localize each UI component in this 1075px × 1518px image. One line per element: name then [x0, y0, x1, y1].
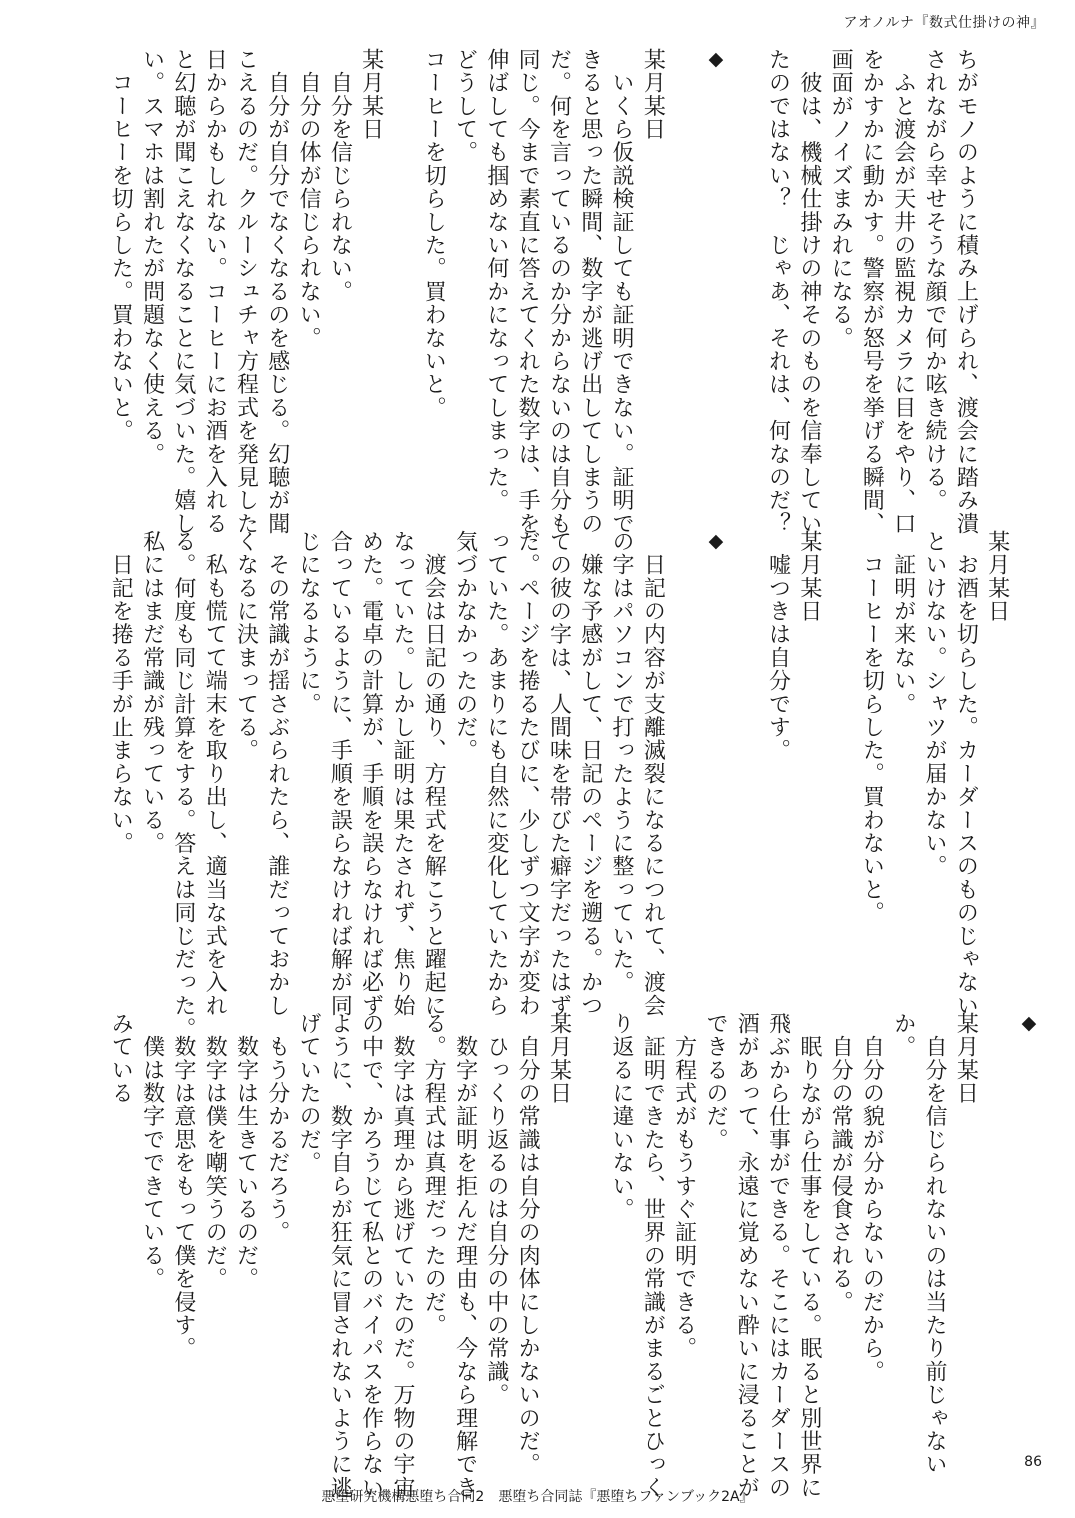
text-line: る。方程式は真理だったのだ。 [421, 1012, 447, 1337]
text-line: 飛ぶから仕事ができる。そこにはカーダースの [765, 1012, 791, 1500]
text-line: 自分の貌が分からないのだから。 [859, 1012, 885, 1384]
text-line: 酒があって、永遠に覚めない酔いに浸ることが [734, 1012, 760, 1500]
section-break-diamond: ◆ [704, 530, 727, 554]
blank-line [574, 1012, 605, 1484]
text-line: 嘘つきは自分です。 [765, 530, 791, 762]
running-title: アオノルナ『数式仕掛けの神』 [843, 15, 1045, 31]
text-line: ちがモノのように積み上げられ、渡会に踏み潰 [953, 48, 979, 536]
text-line: いくら仮説検証しても証明できない。証明で [609, 48, 635, 536]
text-line: 自分が自分でなくなるのを感じる。幻聴が聞 [264, 48, 290, 536]
text-line: 自分の常識が侵食される。 [828, 1012, 854, 1314]
text-line: ように、数字自らが狂気に冒されないように逃 [327, 1012, 353, 1500]
text-line: たのではない？ じゃあ、それは、何なのだ？ [765, 48, 791, 536]
text-line: もう分かるだろう。 [264, 1012, 290, 1244]
text-line: といけない。シャツが届かない。 [922, 530, 948, 878]
text-line: ひっくり返るのは自分の中の常識。 [483, 1012, 509, 1407]
text-line: 証明できたら、世界の常識がまるごとひっく [640, 1012, 666, 1500]
text-line: コーヒーを切らした。買わないと。 [421, 48, 447, 420]
text-line: 数字は意思をもって僕を侵す。 [170, 1012, 196, 1360]
text-line: コーヒーを切らした。買わないと。 [108, 48, 134, 443]
text-line: 自分を信じられない。 [327, 48, 353, 304]
section-break-diamond: ◆ [704, 48, 727, 72]
text-line: 数字が証明を拒んだ理由も、今なら理解でき [452, 1012, 478, 1500]
text-line: っていた。あまりにも自然に変化していたから [483, 530, 509, 1018]
text-line: 数字は僕を嘲笑うのだ。 [202, 1012, 228, 1291]
text-line: 気づかなかったのだ。 [452, 530, 478, 762]
text-line: 某月某日 [358, 48, 384, 141]
blank-line [731, 530, 762, 1002]
text-line: みている [108, 1012, 134, 1105]
text-line: こえるのだ。クルーシュチャ方程式を発見した [233, 48, 259, 536]
text-line: の中で、かろうじて私とのバイパスを作らない [358, 1012, 384, 1500]
text-line: と幻聴が聞こえなくなることに気づいた。嬉し [170, 48, 196, 536]
text-line: 僕は数字でできている。 [139, 1012, 165, 1291]
text-line: 日記を捲る手が止まらない。 [108, 530, 134, 855]
blank-line [981, 1012, 1012, 1484]
text-line: だ。何を言っているのか分からないのは自分も [546, 48, 572, 536]
text-tier-top [105, 48, 979, 536]
text-line: だ。ページを捲るたびに、少しずつ文字が変わ [515, 530, 541, 1018]
text-line: コーヒーを切らした。買わないと。 [859, 530, 885, 925]
text-line: 私にはまだ常識が残っている。 [139, 530, 165, 855]
text-line: 某月某日 [953, 1012, 979, 1105]
text-line: る。何度も同じ計算をする。答えは同じだった。 [170, 530, 196, 1041]
text-line: 数字は生きているのだ。 [233, 1012, 259, 1291]
vertical-text-block [105, 48, 981, 536]
text-line: 証明が来ない。 [890, 530, 916, 716]
text-line: くなるに決まってる。 [233, 530, 259, 762]
text-line: 日からかもしれない。コーヒーにお酒を入れる [202, 48, 228, 536]
blank-line [825, 530, 856, 1002]
text-line: どうして。 [452, 48, 478, 164]
text-line: 日記の内容が支離滅裂になるにつれて、渡会 [640, 530, 666, 1018]
text-line: お酒を切らした。カーダースのものじゃない [953, 530, 979, 1018]
text-line: り返るに違いない。 [609, 1012, 635, 1221]
text-line: 合っているように、手順を誤らなければ解が同 [327, 530, 353, 1018]
section-break-diamond: ◆ [1017, 1012, 1040, 1036]
blank-line [731, 48, 762, 520]
text-line: 某月某日 [984, 530, 1010, 623]
text-line: 伸ばしても掴めない何かになってしまった。 [483, 48, 509, 512]
text-tier-middle [105, 530, 1010, 1041]
text-line: めた。電卓の計算が、手順を誤らなければ必ず [358, 530, 384, 1018]
text-line: できるのだ。 [702, 1012, 728, 1152]
text-line: 私も慌てて端末を取り出し、適当な式を入れ [202, 530, 228, 1018]
blank-line [668, 530, 699, 1002]
page-number: 86 [1024, 1454, 1042, 1470]
text-line: の字はパソコンで打ったように整っていた。 [609, 530, 635, 994]
text-line: 彼は、機械仕掛けの神そのものを信奉してい [796, 48, 822, 536]
text-line: ふと渡会が天井の監視カメラに目をやり、口 [890, 48, 916, 536]
text-line: 自分の常識は自分の肉体にしかないのだ。 [515, 1012, 541, 1476]
text-line: きると思った瞬間、数字が逃げ出してしまうの [577, 48, 603, 536]
text-line: げていたのだ。 [296, 1012, 322, 1175]
text-line: その常識が揺さぶられたら、誰だっておかし [264, 530, 290, 1018]
text-line: 眠りながら仕事をしている。眠ると別世界に [796, 1012, 822, 1500]
text-line: 某月某日 [796, 530, 822, 623]
blank-line [668, 48, 699, 520]
text-line: 渡会は日記の通り、方程式を解こうと躍起に [421, 530, 447, 1018]
text-line: か。 [890, 1012, 916, 1059]
text-line: 方程式がもうすぐ証明できる。 [671, 1012, 697, 1360]
text-line: なっていた。しかし証明は果たされず、焦り始 [389, 530, 415, 1018]
text-line: ての彼の字は、人間味を帯びた癖字だったはず [546, 530, 572, 1018]
text-line: されながら幸せそうな顔で何か呟き続ける。 [922, 48, 948, 512]
text-line: 自分を信じられないのは当たり前じゃない [922, 1012, 948, 1476]
text-line: 数字は真理から逃げていたのだ。万物の宇宙 [389, 1012, 415, 1500]
footer-anthology-title: 悪堕研究機構悪堕ち合同2 悪堕ち合同誌『悪堕ちファンブック2A』 [321, 1489, 754, 1505]
text-line: 同じ。今まで素直に答えてくれた数字は、手を [515, 48, 541, 536]
text-line: をかすかに動かす。警察が怒号を挙げる瞬間、 [859, 48, 885, 536]
text-line: 自分の体が信じられない。 [296, 48, 322, 350]
text-line: 某月某日 [546, 1012, 572, 1105]
text-line: 画面がノイズまみれになる。 [828, 48, 854, 350]
text-line: 嫌な予感がして、日記のページを遡る。かつ [577, 530, 603, 1018]
text-line: 某月某日 [640, 48, 666, 141]
text-line: じになるように。 [296, 530, 322, 716]
blank-line [387, 48, 418, 520]
vertical-text-block [105, 530, 1013, 1041]
text-line: い。スマホは割れたが問題なく使える。 [139, 48, 165, 466]
